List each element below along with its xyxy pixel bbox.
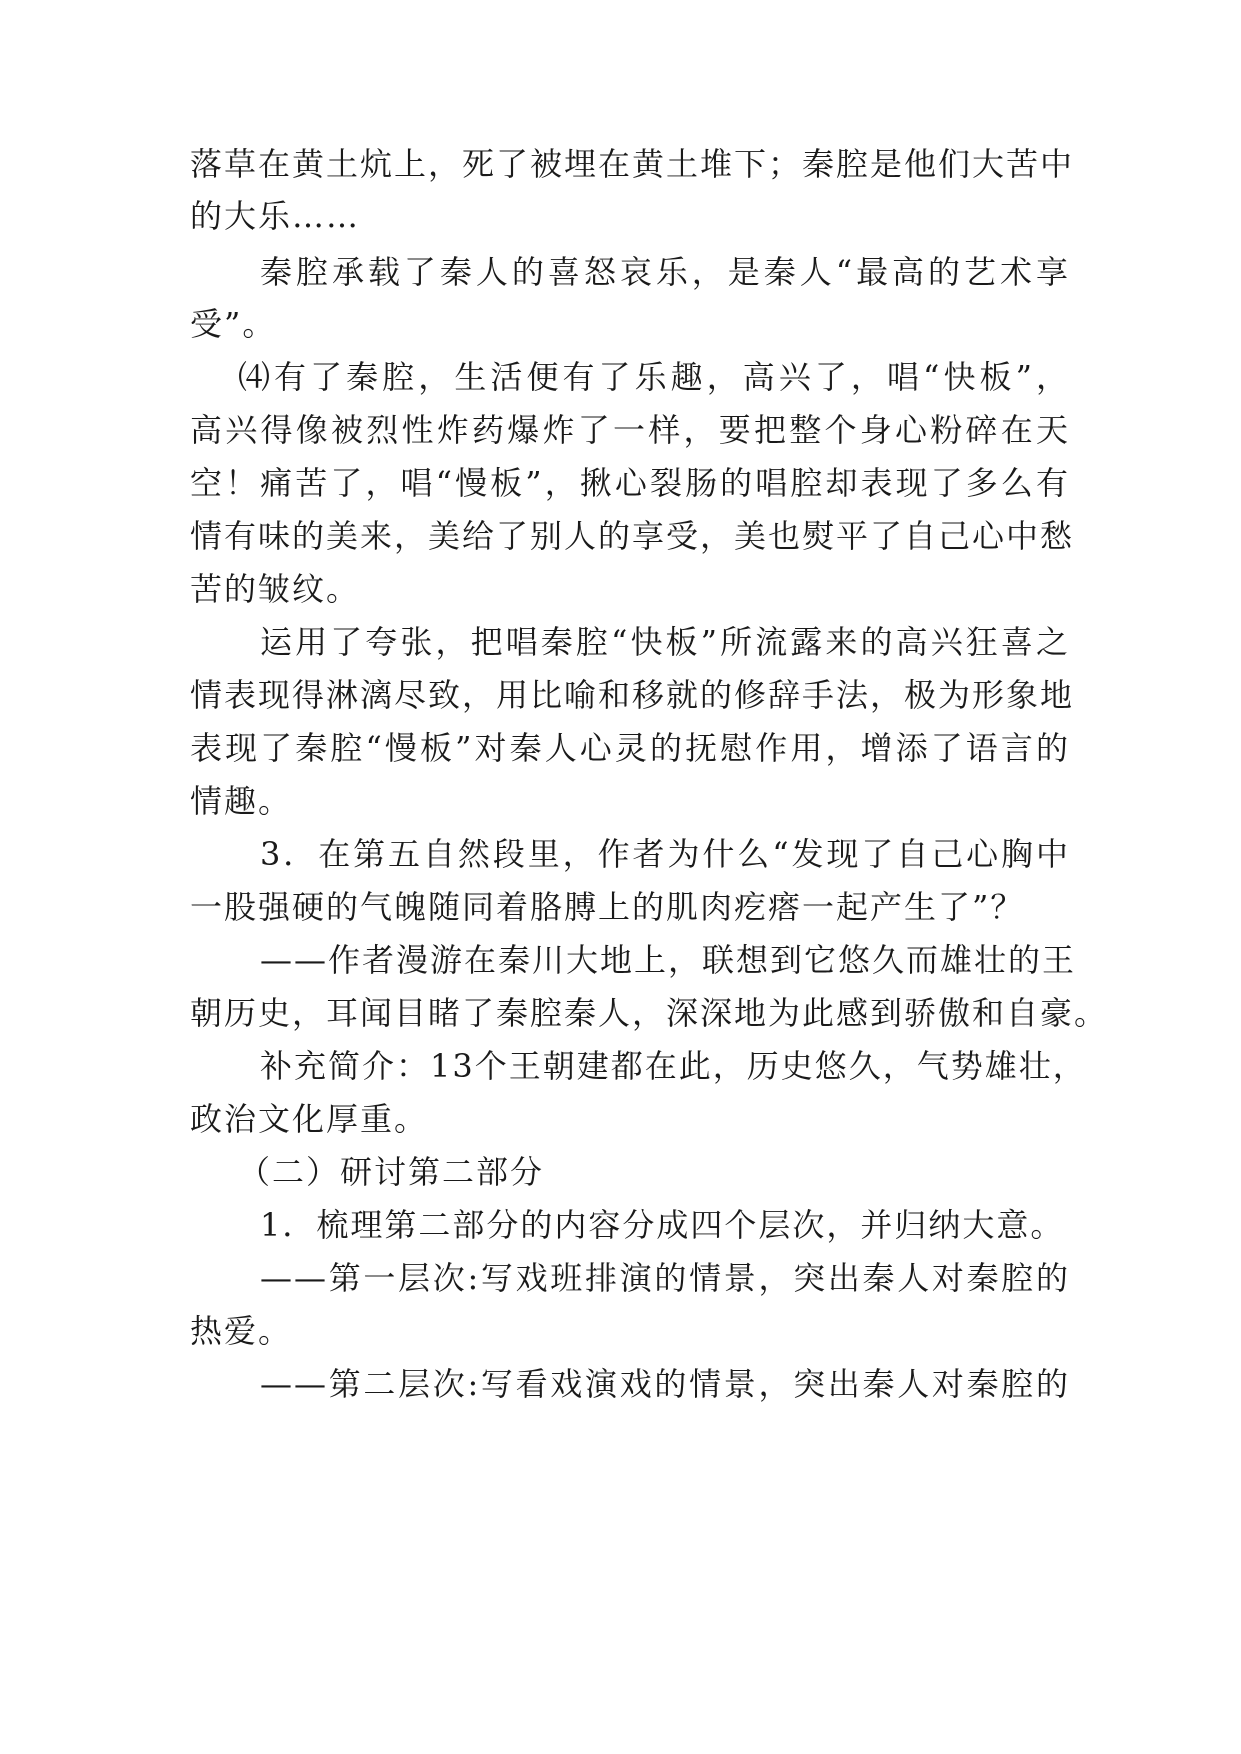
text-line: ——第一层次:写戏班排演的情景，突出秦人对秦腔的 (260, 1259, 1070, 1297)
text-line: ——作者漫游在秦川大地上，联想到它悠久而雄壮的王 (260, 941, 1077, 979)
text-line: 情趣。 (190, 782, 293, 820)
text-line: 3．在第五自然段里，作者为什么“发现了自己心胸中 (260, 835, 1070, 873)
text-line: 苦的皱纹。 (190, 570, 361, 608)
text-line: 的大乐…… (190, 197, 361, 235)
text-line: 情有味的美来，美给了别人的享受，美也熨平了自己心中愁 (190, 517, 1075, 555)
text-line: 热爱。 (190, 1312, 293, 1350)
text-line: ——第二层次:写看戏演戏的情景，突出秦人对秦腔的 (260, 1365, 1070, 1403)
text-line: 空！痛苦了，唱“慢板”，揪心裂肠的唱腔却表现了多么有 (190, 464, 1070, 502)
text-line: 1．梳理第二部分的内容分成四个层次，并归纳大意。 (260, 1206, 1065, 1244)
text-line: 秦腔承载了秦人的喜怒哀乐，是秦人“最高的艺术享 (260, 253, 1070, 291)
text-line: 高兴得像被烈性炸药爆炸了一样，要把整个身心粉碎在天 (190, 411, 1070, 449)
text-line: 补充简介：13个王朝建都在此，历史悠久，气势雄壮， (260, 1047, 1087, 1085)
text-line: 政治文化厚重。 (190, 1100, 429, 1138)
section-heading: （二）研讨第二部分 (238, 1153, 545, 1191)
text-line: 表现了秦腔“慢板”对秦人心灵的抚慰作用，增添了语言的 (190, 729, 1070, 767)
text-line: ⑷有了秦腔，生活便有了乐趣，高兴了，唱“快板”， (238, 358, 1070, 396)
text-line: 朝历史，耳闻目睹了秦腔秦人，深深地为此感到骄傲和自豪。 (190, 994, 1109, 1032)
text-line: 运用了夸张，把唱秦腔“快板”所流露来的高兴狂喜之 (260, 623, 1070, 661)
text-line: 受”。 (190, 305, 277, 343)
text-line: 情表现得淋漓尽致，用比喻和移就的修辞手法，极为形象地 (190, 676, 1075, 714)
text-line: 落草在黄土炕上，死了被埋在黄土堆下；秦腔是他们大苦中 (190, 145, 1075, 183)
text-line: 一股强硬的气魄随同着胳膊上的肌肉疙瘩一起产生了”？ (190, 888, 1025, 926)
